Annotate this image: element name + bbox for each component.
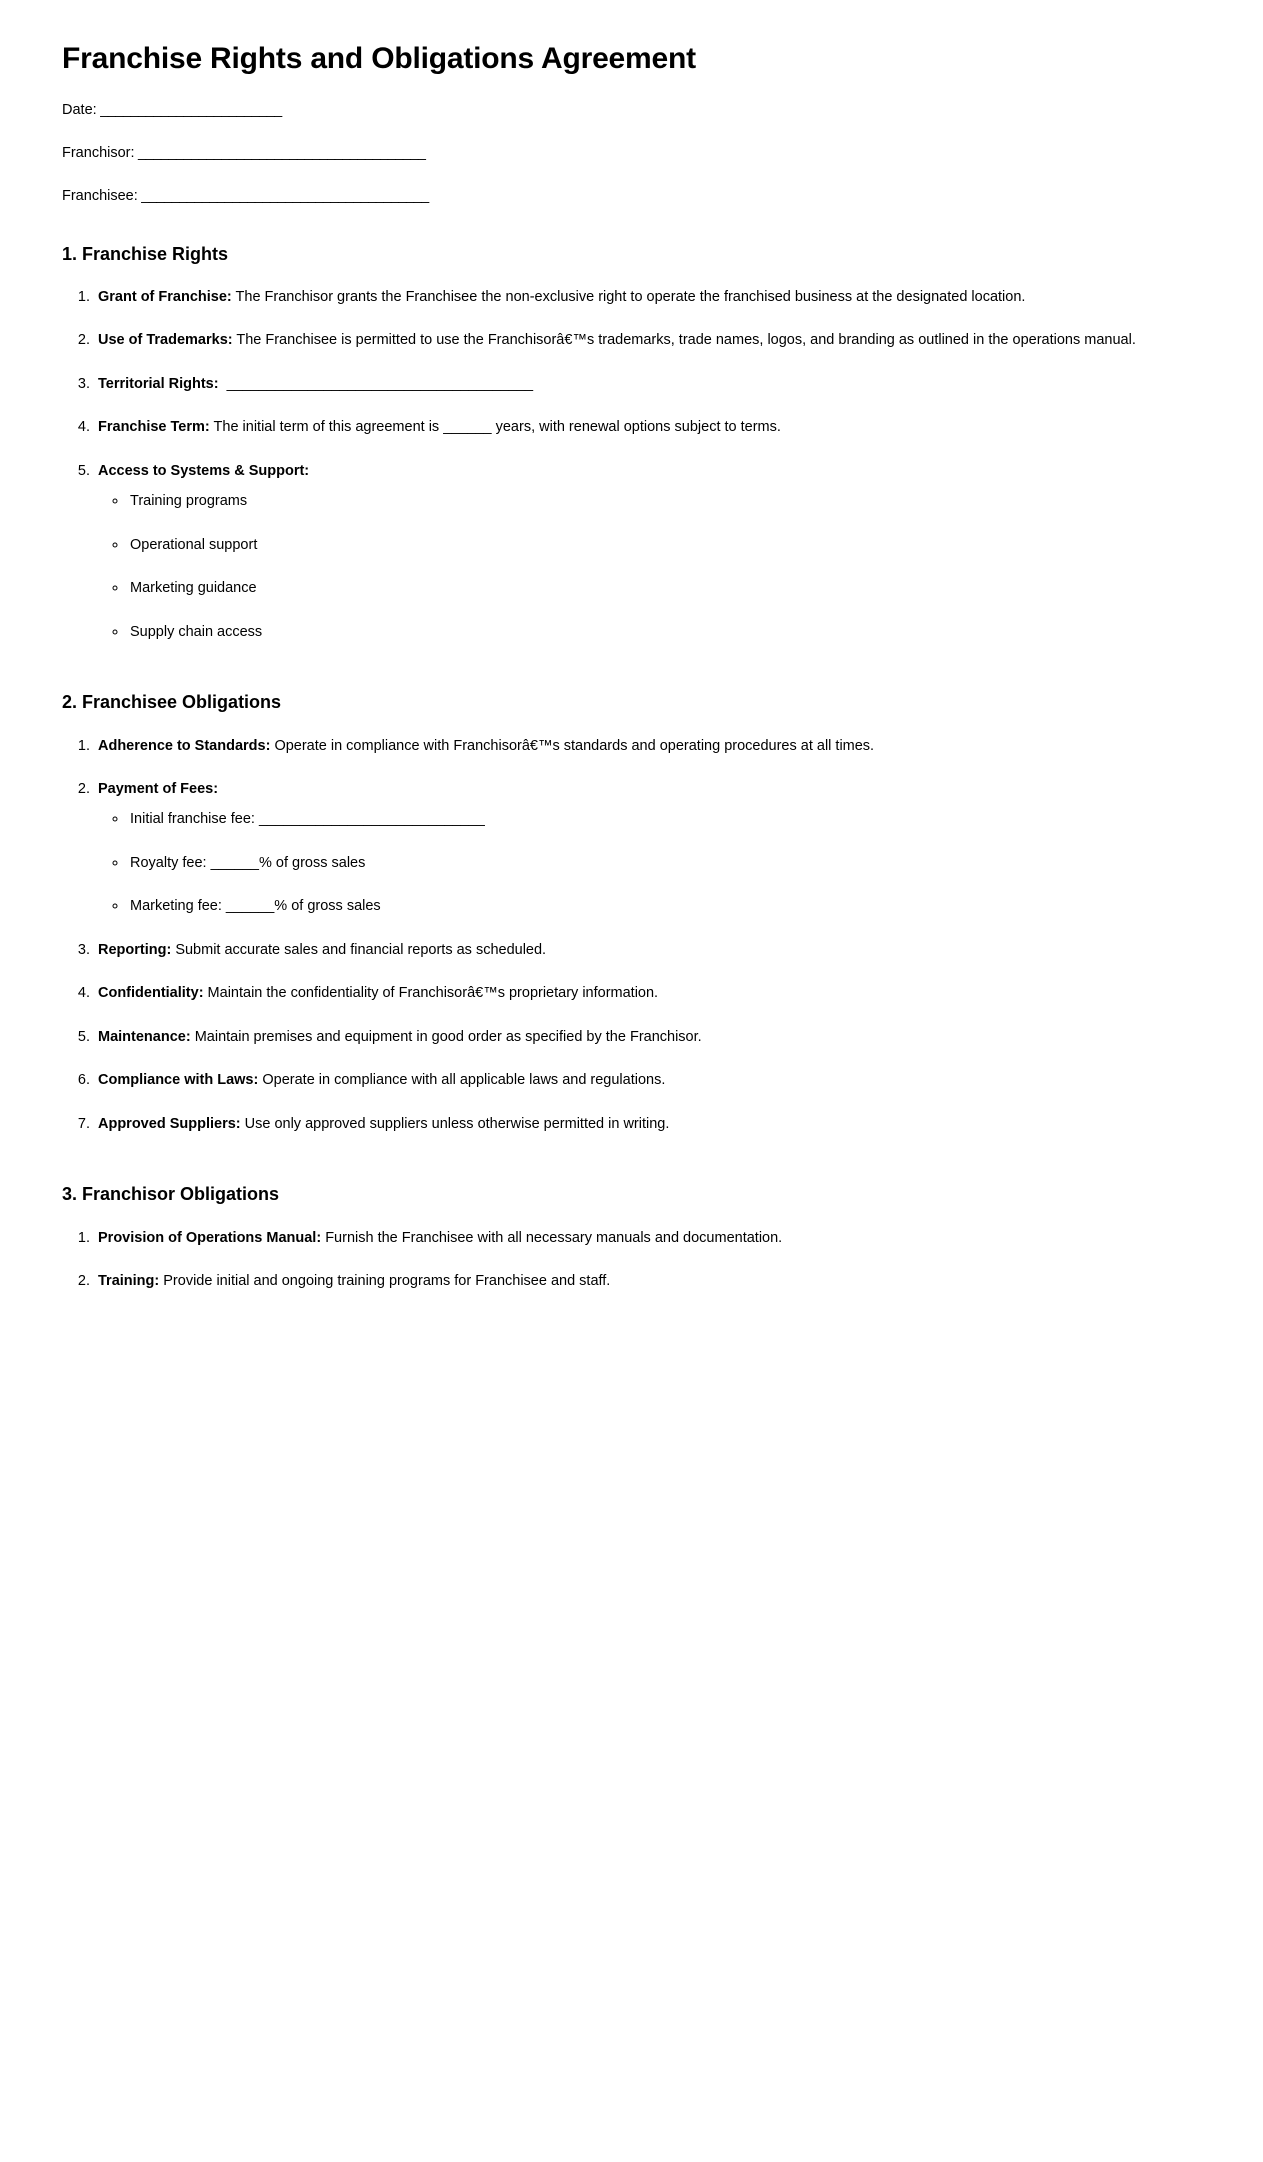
item-label: Provision of Operations Manual: [98,1229,322,1246]
item-text: Operate in compliance with Franchisorâ€™s standards and operating procedures at all times. [270,737,875,754]
item-label: Access to Systems & Support: [98,462,310,479]
item-label: Compliance with Laws: [98,1072,259,1089]
field-franchisee-label: Franchisee: [62,187,138,204]
list-item [128,852,1201,874]
section-heading-franchisee-obligations: 2. Franchisee Obligations [62,692,282,713]
item-label: Use of Trademarks: [98,332,233,349]
access-support-sublist [98,490,1201,643]
initial-franchise-fee-blank[interactable]: Initial franchise fee: ____________________________ [130,811,485,828]
list-item [94,416,1201,438]
royalty-fee-blank[interactable]: Royalty fee: ______% of gross sales [130,854,366,871]
list-item [94,1227,1201,1249]
list-item [94,1069,1201,1091]
section-1-list [62,286,1201,643]
item-label: Adherence to Standards: [98,737,271,754]
section-heading-franchise-rights: 1. Franchise Rights [62,243,229,264]
list-item [94,735,1201,757]
field-date-blank[interactable]: ________________________ [96,101,282,118]
item-text: Provide initial and ongoing training programs for Franchisee and staff. [159,1273,611,1290]
header-fields-group [62,100,1201,207]
item-text: Furnish the Franchisee with all necessary manuals and documentation. [321,1229,783,1246]
item-label: Franchise Term: [98,419,210,436]
list-item [94,329,1201,351]
item-label: Reporting: [98,941,172,958]
list-item [94,982,1201,1004]
field-franchisor-label: Franchisor: [62,144,135,161]
list-item [94,1270,1201,1292]
section-2-list [62,735,1201,1136]
list-item [94,286,1201,308]
item-label: Training: [98,1273,160,1290]
list-item [94,1026,1201,1048]
field-franchisor-blank[interactable]: ______________________________________ [134,144,426,161]
list-item [128,895,1201,917]
item-text: Operate in compliance with all applicable laws and regulations. [258,1072,666,1089]
list-item: ◦ Marketing guidance [128,577,1201,599]
item-text: Maintain the confidentiality of Franchisorâ€™s proprietary information. [203,985,659,1002]
item-text: The Franchisor grants the Franchisee the non-exclusive right to operate the franchised business at the designated location. [231,288,1026,305]
item-text: Use only approved suppliers unless otherwise permitted in writing. [240,1115,670,1132]
section-heading-franchisor-obligations: 3. Franchisor Obligations [62,1184,280,1205]
list-item [94,1113,1201,1135]
item-label: Payment of Fees: [98,781,219,798]
item-label: Maintenance: [98,1028,191,1045]
territorial-rights-blank[interactable]: ______________________________________ [218,375,534,392]
field-date [62,100,1201,121]
list-item: ◦ Operational support [128,534,1201,556]
item-label: Confidentiality: [98,985,204,1002]
item-label: Grant of Franchise: [98,288,232,305]
field-franchisee [62,186,1201,207]
payment-of-fees-sublist [98,808,1201,917]
item-text: The initial term of this agreement is ______ years, with renewal options subject to terms. [209,419,781,436]
item-text: Submit accurate sales and financial reports as scheduled. [171,941,547,958]
list-item: ◦ Supply chain access [128,621,1201,643]
list-item [94,373,1201,395]
item-text: Maintain premises and equipment in good order as specified by the Franchisor. [190,1028,702,1045]
page-title: Franchise Rights and Obligations Agreement [62,42,696,75]
section-3-list [62,1227,1201,1293]
list-item [94,939,1201,961]
item-text: The Franchisee is permitted to use the Franchisorâ€™s trademarks, trade names, logos, and branding as outlined in the operations manual. [232,332,1136,349]
item-label: Territorial Rights: [98,375,219,392]
list-item [94,778,1201,918]
item-label: Approved Suppliers: [98,1115,241,1132]
field-franchisor [62,143,1201,164]
field-franchisee-blank[interactable]: ______________________________________ [137,187,429,204]
list-item: ◦ Training programs [128,490,1201,512]
marketing-fee-blank[interactable]: Marketing fee: ______% of gross sales [130,898,381,915]
list-item [128,808,1201,830]
field-date-label: Date: [62,101,97,118]
list-item [94,460,1201,643]
